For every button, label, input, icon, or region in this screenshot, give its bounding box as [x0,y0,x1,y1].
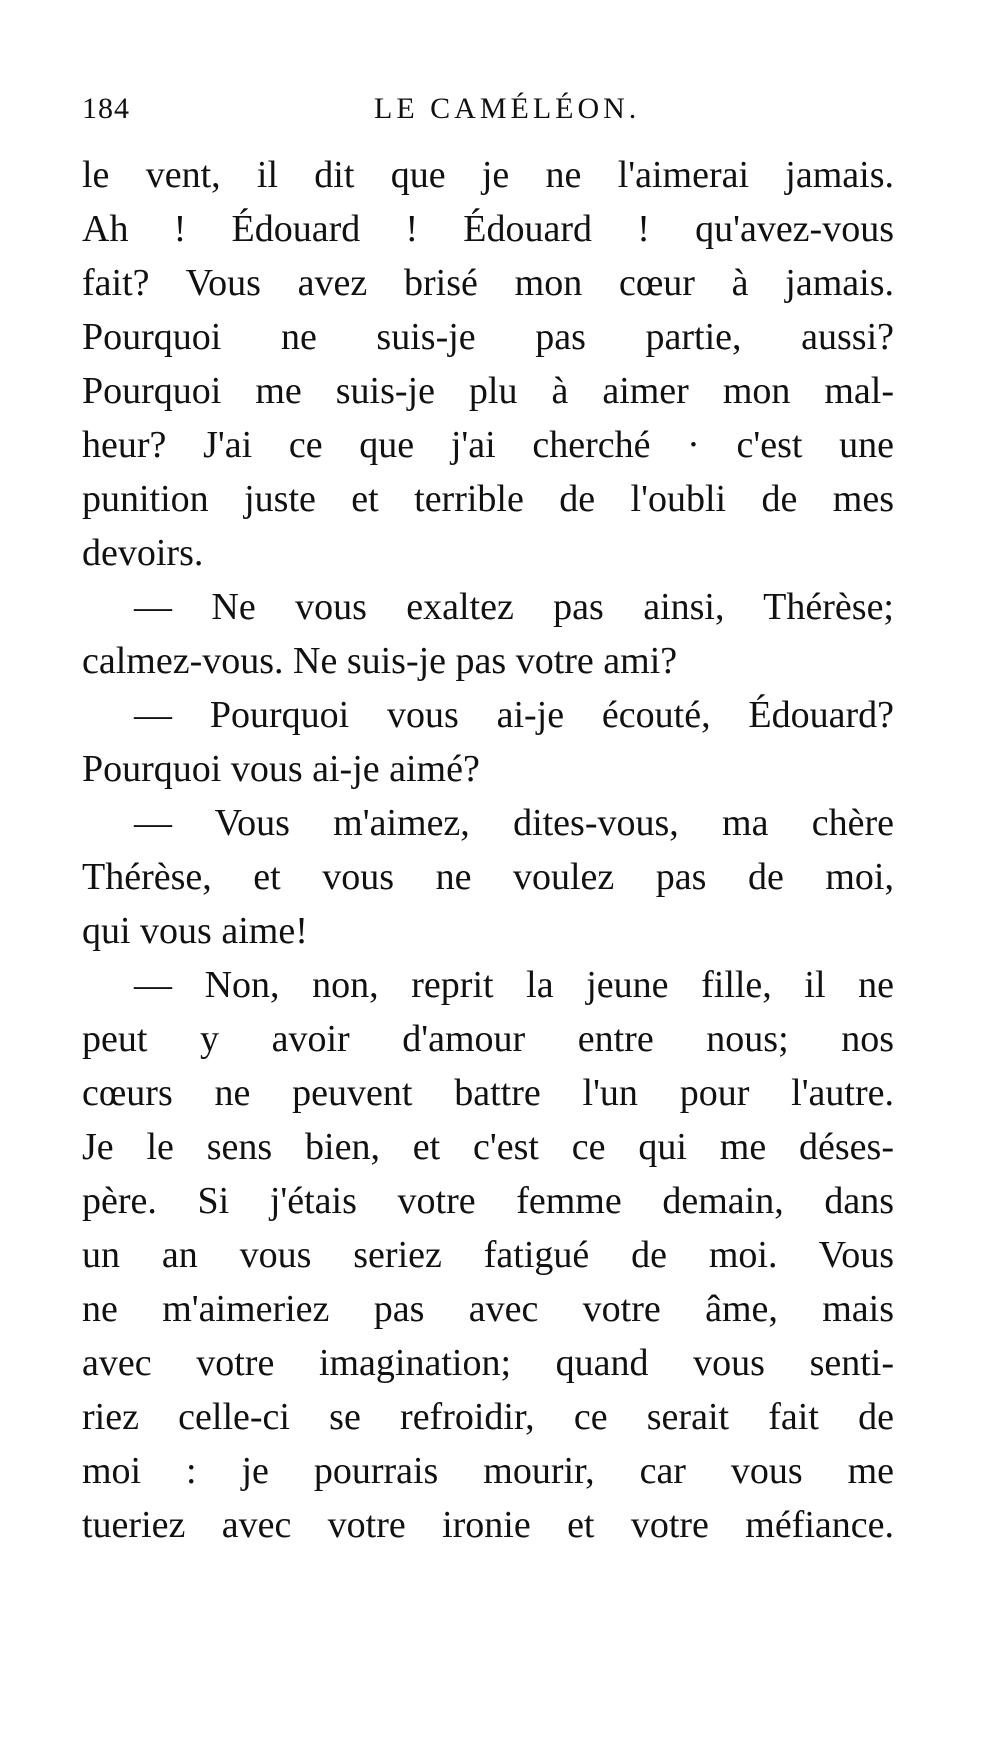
dialogue-line: — Pourquoi vous ai-je écouté, Édouard? [134,694,894,736]
text-line: Pourquoi ne suis-je pas partie, aussi? [82,316,894,358]
text-line: tueriez avec votre ironie et votre méfiance. [82,1504,894,1546]
text-line: un an vous seriez fatigué de moi. Vous [82,1234,894,1276]
dialogue-line: — Ne vous exaltez pas ainsi, Thérèse; [134,586,894,628]
running-head [82,92,892,132]
text-line: riez celle-ci se refroidir, ce serait fait de [82,1396,894,1438]
paragraph-end-line: devoirs. [82,532,204,574]
text-line: avec votre imagination; quand vous senti- [82,1342,894,1384]
paragraph-end-line: calmez-vous. Ne suis-je pas votre ami? [82,640,678,682]
page-number: 184 [82,92,130,125]
paragraph-end-line: Pourquoi vous ai-je aimé? [82,748,480,790]
text-line: moi : je pourrais mourir, car vous me [82,1450,894,1492]
text-line: ne m'aimeriez pas avec votre âme, mais [82,1288,894,1330]
body-text [82,148,894,1552]
text-line: peut y avoir d'amour entre nous; nos [82,1018,894,1060]
text-line: le vent, il dit que je ne l'aimerai jamais. [82,154,894,196]
text-line: père. Si j'étais votre femme demain, dans [82,1180,894,1222]
running-title: LE CAMÉLÉON. [374,92,641,125]
dialogue-line: — Non, non, reprit la jeune fille, il ne [134,964,894,1006]
paragraph-end-line: qui vous aime! [82,910,308,952]
text-line: punition juste et terrible de l'oubli de mes [82,478,894,520]
text-line: fait? Vous avez brisé mon cœur à jamais. [82,262,894,304]
text-line: Pourquoi me suis-je plu à aimer mon mal- [82,370,894,412]
text-line: heur? J'ai ce que j'ai cherché · c'est une [82,424,894,466]
text-line: cœurs ne peuvent battre l'un pour l'autre. [82,1072,894,1114]
text-line: Ah ! Édouard ! Édouard ! qu'avez-vous [82,208,894,250]
text-line: Thérèse, et vous ne voulez pas de moi, [82,856,894,898]
text-line: Je le sens bien, et c'est ce qui me déses- [82,1126,894,1168]
dialogue-line: — Vous m'aimez, dites-vous, ma chère [134,802,894,844]
